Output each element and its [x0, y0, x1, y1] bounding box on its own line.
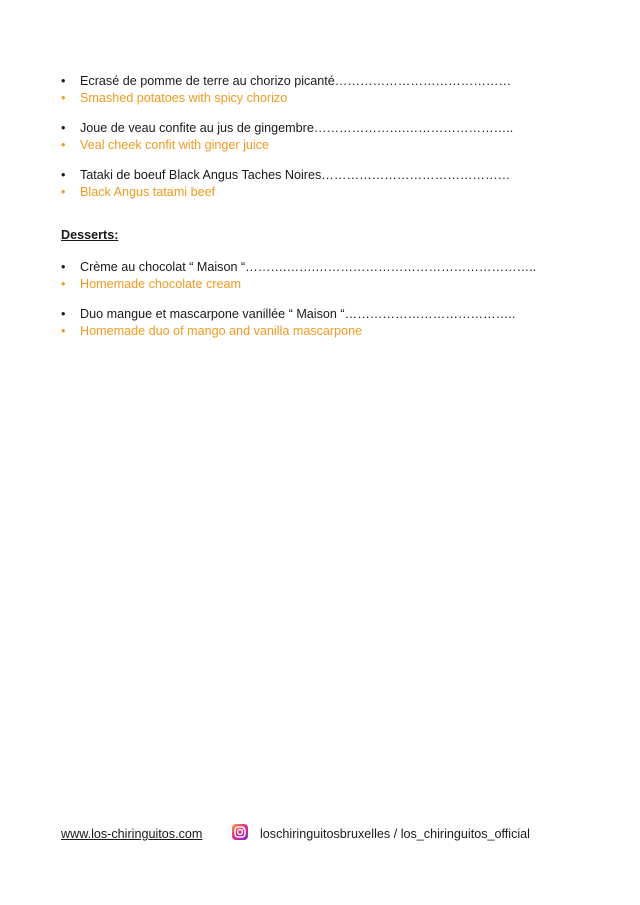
dessert-name-fr: Crème au chocolat “ Maison “……….…….…………………………………………….. — [80, 260, 537, 274]
bullet: • — [61, 138, 66, 152]
footer — [61, 824, 581, 844]
dessert-name-fr: Duo mangue et mascarpone vanillée “ Maison “………………………………….. — [80, 307, 516, 321]
instagram-icon[interactable] — [232, 824, 248, 840]
dessert-fr-line — [61, 259, 581, 276]
dish-name-en: Smashed potatoes with spicy chorizo — [80, 91, 288, 105]
desserts-heading: Desserts: — [61, 228, 119, 242]
dish-name-fr: Ecrasé de pomme de terre au chorizo picanté…………………………………… — [80, 74, 512, 88]
bullet: • — [61, 74, 66, 88]
bullet: • — [61, 121, 66, 135]
dish-en-line — [61, 184, 581, 201]
dish-name-en: Black Angus tatami beef — [80, 185, 216, 199]
bullet: • — [61, 324, 66, 338]
bullet: • — [61, 91, 66, 105]
bullet: • — [61, 185, 66, 199]
dessert-item — [61, 306, 581, 340]
bullet: • — [61, 260, 66, 274]
dessert-item — [61, 259, 581, 293]
social-handles[interactable]: loschiringuitosbruxelles / los_chiringuitos_official — [260, 827, 530, 841]
bullet: • — [61, 168, 66, 182]
dessert-name-en: Homemade duo of mango and vanilla mascarpone — [80, 324, 363, 338]
dessert-en-line — [61, 276, 581, 293]
dish-fr-line — [61, 73, 581, 90]
dessert-fr-line — [61, 306, 581, 323]
main-dish-item — [61, 167, 581, 201]
dessert-name-en: Homemade chocolate cream — [80, 277, 241, 291]
dessert-en-line — [61, 323, 581, 340]
dish-fr-line — [61, 167, 581, 184]
bullet: • — [61, 307, 66, 321]
dish-name-fr: Tataki de boeuf Black Angus Taches Noires……………………………………… — [80, 168, 511, 182]
dish-name-fr: Joue de veau confite au jus de gingembre………………….…………………….. — [80, 121, 514, 135]
dish-en-line — [61, 137, 581, 154]
main-dish-item — [61, 120, 581, 154]
main-dish-item — [61, 73, 581, 107]
dish-name-en: Veal cheek confit with ginger juice — [80, 138, 270, 152]
bullet: • — [61, 277, 66, 291]
website-link[interactable]: www.los-chiringuitos.com — [61, 827, 203, 841]
dish-en-line — [61, 90, 581, 107]
dish-fr-line — [61, 120, 581, 137]
